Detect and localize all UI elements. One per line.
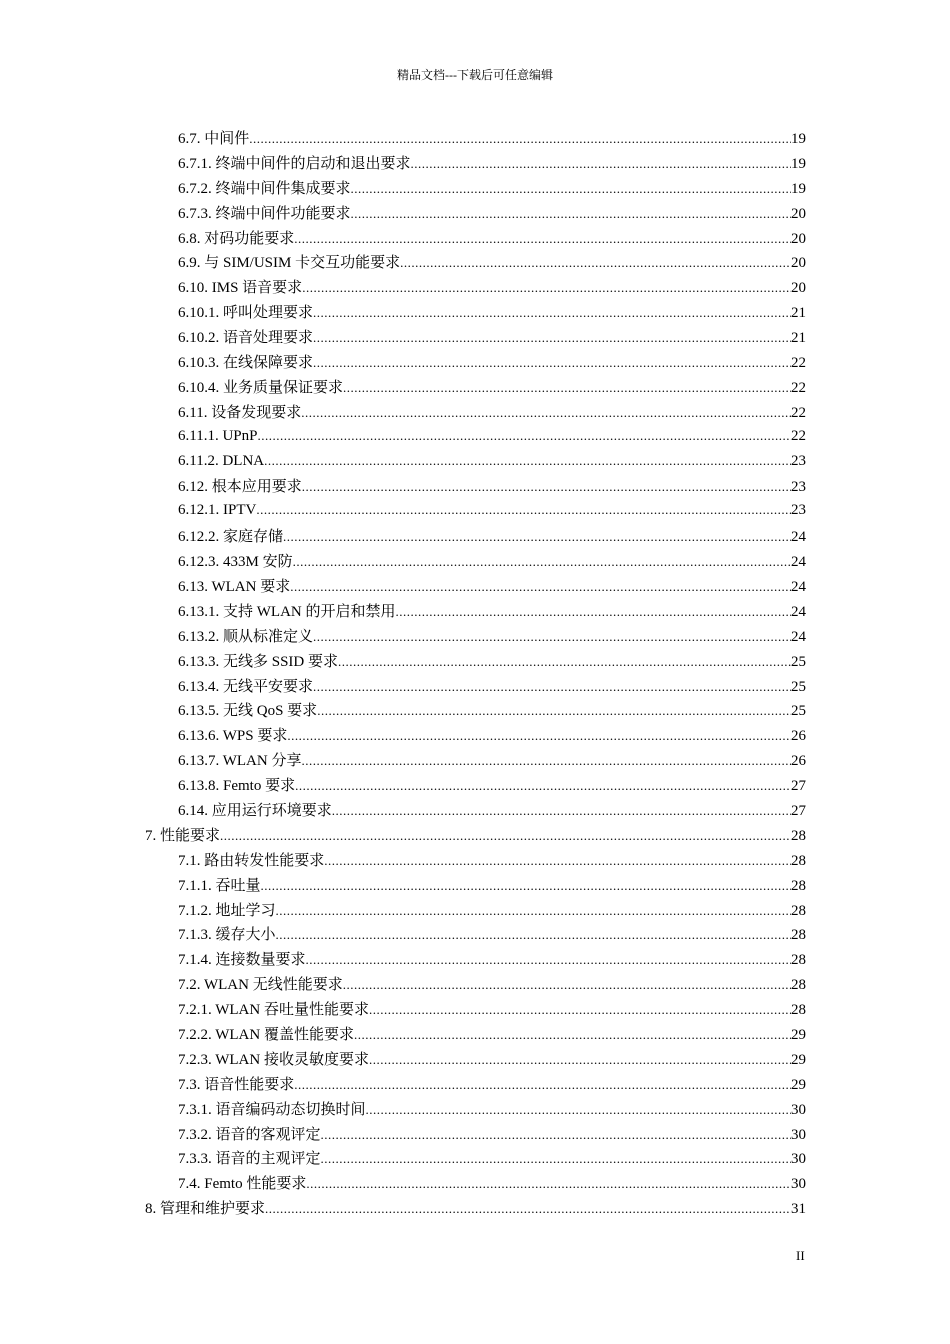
toc-entry-page: 21 (791, 330, 806, 347)
toc-entry-page: 25 (791, 703, 806, 720)
toc-entry-page: 23 (791, 479, 806, 496)
toc-entry-title: 7.2.1. WLAN 吞吐量性能要求 (178, 1002, 369, 1019)
toc-entry[interactable] (0, 1071, 950, 1096)
toc-dot-leader (295, 778, 791, 795)
toc-entry-title: 6.12. 根本应用要求 (178, 479, 302, 496)
toc-dot-leader (317, 703, 791, 720)
toc-entry-page: 29 (791, 1027, 806, 1043)
toc-entry[interactable] (0, 324, 950, 349)
toc-dot-leader (294, 231, 791, 248)
toc-entry[interactable] (0, 249, 950, 274)
toc-entry-page: 29 (791, 1076, 806, 1093)
toc-entry-title: 6.10. IMS 语音要求 (178, 280, 303, 297)
toc-entry-title: 6.7.1. 终端中间件的启动和退出要求 (178, 155, 411, 172)
toc-entry[interactable] (0, 548, 950, 573)
toc-dot-leader (287, 728, 791, 745)
toc-entry-row (178, 675, 806, 696)
toc-entry-title: 6.9. 与 SIM/USIM 卡交互功能要求 (178, 255, 401, 272)
toc-entry-row (178, 998, 806, 1019)
toc-entry-row (178, 376, 806, 397)
toc-entry-page: 30 (791, 1176, 806, 1193)
toc-entry-title: 6.10.2. 语音处理要求 (178, 330, 314, 347)
toc-entry-title: 6.13. WLAN 要求 (178, 578, 291, 595)
toc-dot-leader (313, 330, 791, 347)
toc-entry-title: 6.12.1. IPTV (178, 502, 257, 519)
toc-entry[interactable] (0, 747, 950, 772)
toc-entry-row (178, 724, 806, 745)
toc-entry-title: 6.12.3. 433M 安防 (178, 554, 293, 571)
toc-entry-row (178, 351, 806, 372)
toc-entry[interactable] (0, 374, 950, 399)
toc-entry-row (178, 650, 806, 671)
toc-entry[interactable] (0, 697, 950, 722)
toc-entry-row (178, 428, 806, 445)
toc-entry[interactable] (0, 1121, 950, 1146)
toc-entry-page: 19 (791, 155, 806, 172)
toc-entry-title: 7.2. WLAN 无线性能要求 (178, 977, 343, 994)
toc-entry[interactable] (0, 648, 950, 673)
toc-entry-page: 24 (791, 628, 806, 645)
toc-entry-page: 21 (791, 305, 806, 322)
toc-entry[interactable] (0, 150, 950, 175)
toc-entry-title: 7.1. 路由转发性能要求 (178, 852, 325, 869)
toc-entry-title: 6.10.1. 呼叫处理要求 (178, 305, 314, 322)
toc-entry-page: 20 (791, 205, 806, 222)
toc-entry[interactable] (0, 299, 950, 324)
toc-dot-leader (302, 280, 791, 297)
toc-entry[interactable] (0, 424, 950, 449)
toc-entry-page: 24 (791, 578, 806, 595)
toc-dot-leader (366, 1102, 791, 1119)
toc-entry[interactable] (0, 1021, 950, 1046)
toc-dot-leader (256, 502, 791, 519)
toc-dot-leader (265, 1201, 791, 1218)
toc-dot-leader (343, 380, 791, 397)
toc-entry-title: 7.3. 语音性能要求 (178, 1076, 295, 1093)
toc-entry-page: 28 (791, 902, 806, 919)
toc-entry[interactable] (0, 922, 950, 947)
toc-entry-page: 27 (791, 802, 806, 819)
toc-entry[interactable] (0, 1146, 950, 1171)
toc-entry[interactable] (0, 1170, 950, 1195)
toc-entry-page: 28 (791, 1002, 806, 1019)
toc-entry-page: 29 (791, 1051, 806, 1068)
toc-entry-row (178, 874, 806, 895)
toc-dot-leader (257, 428, 791, 445)
toc-entry-row (178, 227, 806, 248)
toc-entry-title: 6.10.3. 在线保障要求 (178, 354, 314, 371)
toc-dot-leader (343, 977, 791, 994)
toc-entry-title: 7.2.3. WLAN 接收灵敏度要求 (178, 1051, 369, 1068)
toc-entry-row (178, 1048, 806, 1069)
toc-entry-row (178, 948, 806, 969)
toc-entry-page: 25 (791, 653, 806, 670)
toc-entry-title: 6.8. 对码功能要求 (178, 230, 295, 247)
toc-entry-row (178, 600, 806, 621)
toc-entry[interactable] (0, 274, 950, 299)
toc-entry-row (178, 276, 806, 297)
toc-dot-leader (351, 206, 791, 223)
toc-entry-title: 6.7. 中间件 (178, 130, 250, 147)
toc-entry[interactable] (0, 673, 950, 698)
toc-entry-title: 6.7.2. 终端中间件集成要求 (178, 180, 351, 197)
toc-entry-title: 6.13.3. 无线多 SSID 要求 (178, 653, 339, 670)
toc-dot-leader (338, 654, 791, 671)
toc-entry[interactable] (0, 971, 950, 996)
toc-dot-leader (313, 305, 791, 322)
toc-entry-row (178, 625, 806, 646)
toc-entry-page: 28 (791, 927, 806, 944)
toc-entry-row (178, 699, 806, 720)
toc-entry-page: 28 (791, 977, 806, 994)
toc-entry-title: 8. 管理和维护要求 (145, 1201, 266, 1218)
toc-entry-title: 7.3.3. 语音的主观评定 (178, 1151, 321, 1168)
toc-entry-page: 24 (791, 554, 806, 571)
toc-dot-leader (351, 181, 791, 198)
toc-entry-row (178, 849, 806, 870)
toc-dot-leader (276, 927, 791, 944)
page-number: II (796, 1248, 805, 1263)
toc-entry-row (178, 202, 806, 223)
toc-entry-page: 24 (791, 603, 806, 620)
toc-entry[interactable] (0, 1195, 950, 1220)
toc-entry[interactable] (0, 225, 950, 250)
toc-dot-leader (354, 1027, 791, 1044)
toc-entry-title: 6.11.1. UPnP (178, 427, 258, 444)
toc-entry-title: 6.13.1. 支持 WLAN 的开启和禁用 (178, 603, 396, 620)
toc-entry[interactable] (0, 1046, 950, 1071)
toc-dot-leader (301, 753, 791, 770)
toc-entry[interactable] (0, 822, 950, 847)
toc-entry-page: 28 (791, 827, 806, 844)
toc-dot-leader (321, 1127, 791, 1144)
toc-dot-leader (313, 679, 791, 696)
toc-dot-leader (332, 803, 791, 820)
toc-entry-row (178, 575, 806, 596)
toc-entry-page: 26 (791, 753, 806, 770)
page-header: 精品文档---下载后可任意编辑 (397, 68, 553, 82)
toc-dot-leader (220, 828, 791, 845)
toc-entry-title: 7.1.4. 连接数量要求 (178, 952, 306, 969)
toc-entry-title: 7.1.3. 缓存大小 (178, 927, 276, 944)
toc-entry-row (178, 973, 806, 994)
toc-entry[interactable] (0, 473, 950, 498)
toc-entry[interactable] (0, 1096, 950, 1121)
toc-dot-leader (396, 604, 792, 621)
toc-entry-title: 6.14. 应用运行环境要求 (178, 802, 332, 819)
toc-dot-leader (306, 952, 791, 969)
toc-entry-page: 22 (791, 427, 806, 444)
toc-entry-row (145, 1197, 806, 1218)
toc-entry-page: 30 (791, 1151, 806, 1168)
toc-entry-title: 7.3.2. 语音的客观评定 (178, 1126, 321, 1143)
toc-dot-leader (302, 479, 791, 496)
toc-entry-title: 7.4. Femto 性能要求 (178, 1176, 307, 1193)
toc-entry-row (178, 1172, 806, 1193)
toc-entry-row (178, 749, 806, 770)
toc-entry[interactable] (0, 897, 950, 922)
toc-entry-row (178, 899, 806, 920)
toc-entry-row (178, 1098, 806, 1119)
toc-entry-page: 27 (791, 778, 806, 795)
toc-entry[interactable] (0, 996, 950, 1021)
toc-entry-page: 20 (791, 255, 806, 272)
toc-entry-page: 23 (791, 452, 806, 469)
toc-dot-leader (324, 853, 791, 870)
toc-entry[interactable] (0, 498, 950, 523)
toc-entry-page: 22 (791, 404, 806, 421)
toc-dot-leader (261, 878, 791, 895)
toc-entry-title: 6.10.4. 业务质量保证要求 (178, 379, 344, 396)
toc-entry[interactable] (0, 772, 950, 797)
toc-entry[interactable] (0, 872, 950, 897)
toc-entry-title: 6.13.5. 无线 QoS 要求 (178, 703, 318, 720)
toc-entry-row (178, 127, 806, 148)
toc-dot-leader (313, 629, 791, 646)
toc-entry-row (145, 824, 806, 845)
toc-entry-page: 19 (791, 130, 806, 147)
toc-entry-page: 24 (791, 529, 806, 546)
toc-entry[interactable] (0, 125, 950, 150)
toc-entry-page: 30 (791, 1101, 806, 1118)
toc-entry-row (178, 525, 806, 546)
toc-entry[interactable] (0, 722, 950, 747)
toc-entry-title: 7.3.1. 语音编码动态切换时间 (178, 1101, 366, 1118)
toc-entry-title: 6.11.2. DLNA (178, 452, 265, 469)
toc-entry-row (178, 475, 806, 496)
table-of-contents (0, 125, 950, 1220)
toc-entry-page: 20 (791, 280, 806, 297)
toc-entry[interactable] (0, 623, 950, 648)
toc-dot-leader (400, 255, 791, 272)
toc-entry[interactable] (0, 399, 950, 424)
toc-entry-page: 30 (791, 1126, 806, 1143)
toc-dot-leader (294, 1077, 791, 1094)
toc-entry-row (178, 1123, 806, 1144)
toc-dot-leader (276, 903, 791, 920)
toc-entry-page: 20 (791, 230, 806, 247)
toc-entry-row (178, 923, 806, 944)
toc-entry-title: 6.11. 设备发现要求 (178, 404, 302, 421)
toc-entry-page: 19 (791, 180, 806, 197)
toc-entry-row (178, 401, 806, 422)
toc-entry-title: 6.7.3. 终端中间件功能要求 (178, 205, 351, 222)
toc-entry[interactable] (0, 175, 950, 200)
toc-entry-row (178, 774, 806, 795)
toc-entry-title: 6.13.4. 无线平安要求 (178, 678, 314, 695)
toc-entry[interactable] (0, 797, 950, 822)
toc-entry-row (178, 251, 806, 272)
toc-entry[interactable] (0, 847, 950, 872)
toc-entry-page: 28 (791, 952, 806, 969)
toc-entry-row (178, 799, 806, 820)
toc-entry-title: 7.1.2. 地址学习 (178, 902, 276, 919)
toc-entry[interactable] (0, 349, 950, 374)
toc-entry-page: 22 (791, 354, 806, 371)
toc-entry[interactable] (0, 449, 950, 474)
toc-entry[interactable] (0, 200, 950, 225)
toc-entry-page: 23 (791, 502, 806, 519)
toc-entry-title: 6.12.2. 家庭存储 (178, 529, 284, 546)
toc-entry[interactable] (0, 598, 950, 623)
toc-entry-title: 6.13.7. WLAN 分享 (178, 753, 302, 770)
toc-dot-leader (321, 1151, 791, 1168)
toc-entry[interactable] (0, 573, 950, 598)
toc-entry-title: 7. 性能要求 (145, 827, 221, 844)
toc-dot-leader (301, 405, 791, 422)
toc-dot-leader (293, 554, 791, 571)
toc-entry-row (178, 550, 806, 571)
toc-entry-title: 6.13.6. WPS 要求 (178, 728, 288, 745)
toc-dot-leader (369, 1002, 791, 1019)
toc-entry-title: 6.13.8. Femto 要求 (178, 778, 296, 795)
toc-entry-row (178, 177, 806, 198)
toc-entry-row (178, 301, 806, 322)
toc-entry-page: 28 (791, 852, 806, 869)
toc-entry-page: 26 (791, 728, 806, 745)
toc-entry[interactable] (0, 946, 950, 971)
toc-entry-page: 25 (791, 678, 806, 695)
toc-dot-leader (283, 529, 791, 546)
toc-dot-leader (264, 453, 791, 470)
toc-dot-leader (290, 579, 791, 596)
toc-entry-row (178, 453, 806, 470)
toc-entry-row (178, 1147, 806, 1168)
toc-entry-title: 7.1.1. 吞吐量 (178, 877, 261, 894)
toc-entry[interactable] (0, 523, 950, 548)
toc-entry-row (178, 326, 806, 347)
toc-dot-leader (369, 1052, 791, 1069)
toc-entry-row (178, 502, 806, 519)
toc-entry-page: 31 (791, 1201, 806, 1218)
toc-entry-title: 7.2.2. WLAN 覆盖性能要求 (178, 1027, 354, 1043)
toc-entry-row (178, 1023, 806, 1044)
toc-entry-row (178, 1073, 806, 1094)
toc-dot-leader (306, 1176, 791, 1193)
toc-entry-page: 28 (791, 877, 806, 894)
toc-dot-leader (249, 131, 791, 148)
toc-entry-row (178, 152, 806, 173)
toc-dot-leader (411, 156, 791, 173)
toc-entry-page: 22 (791, 379, 806, 396)
toc-dot-leader (313, 355, 791, 372)
toc-entry-title: 6.13.2. 顺从标准定义 (178, 628, 314, 645)
